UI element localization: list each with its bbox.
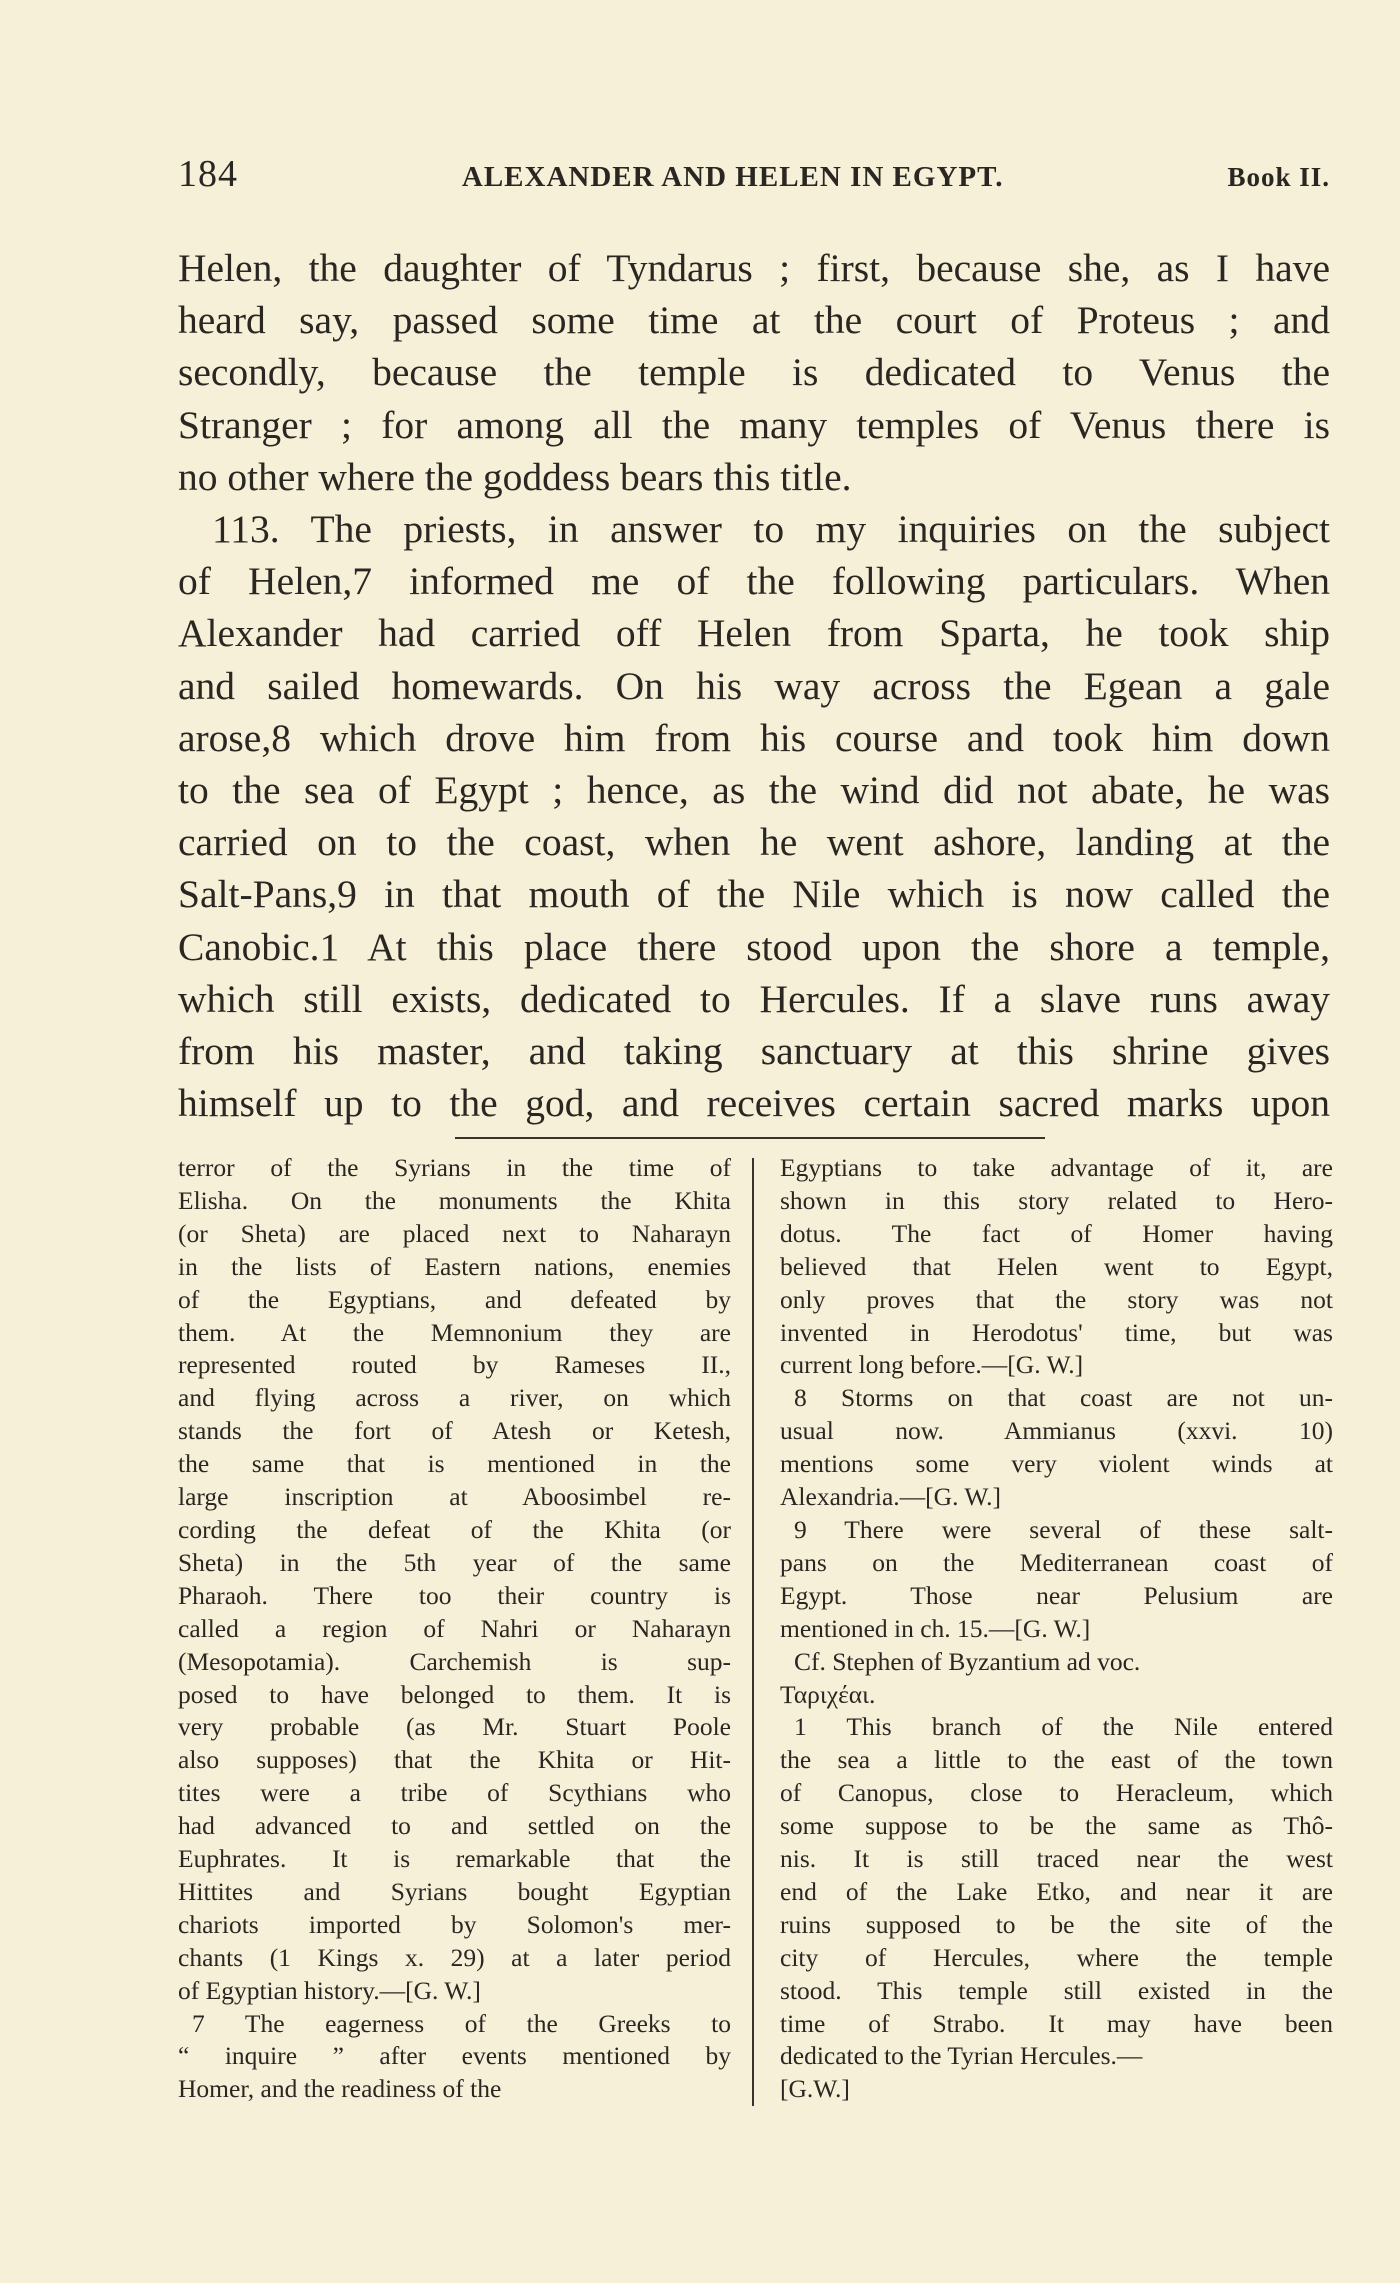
text-line: Canobic.1 At this place there stood upon the shore a temple, [178, 924, 1330, 969]
footnote-line: Homer, and the readiness of the [178, 2074, 502, 2104]
footnote-line: (Mesopotamia). Carchemish is sup- [178, 1646, 731, 1676]
footnote-line: Cf. Stephen of Byzantium ad voc. [794, 1646, 1141, 1676]
footnote-line: stands the fort of Atesh or Ketesh, [178, 1416, 731, 1446]
footnote-line: Egypt. Those near Pelusium are [780, 1580, 1333, 1610]
footnote-line: very probable (as Mr. Stuart Poole [178, 1712, 731, 1742]
footnote-line: [G.W.] [780, 2074, 850, 2104]
text-line: Alexander had carried off Helen from Sparta, he took ship [178, 611, 1330, 656]
book-label: Book II. [1227, 162, 1330, 192]
footnote-line: dedicated to the Tyrian Hercules.— [780, 2041, 1143, 2071]
footnote-line: tites were a tribe of Scythians who [178, 1778, 731, 1808]
text-line: and sailed homewards. On his way across the Egean a gale [178, 663, 1330, 708]
footnote-line: city of Hercules, where the temple [780, 1942, 1333, 1972]
footnote-line: believed that Helen went to Egypt, [780, 1251, 1333, 1281]
text-line: heard say, passed some time at the court of Proteus ; and [178, 298, 1330, 343]
footnote-line: also supposes) that the Khita or Hit- [178, 1745, 731, 1775]
text-line: which still exists, dedicated to Hercules. If a slave runs away [178, 976, 1330, 1021]
footnote-line: 9 There were several of these salt- [794, 1514, 1333, 1544]
footnote-line: in the lists of Eastern nations, enemies [178, 1251, 731, 1281]
footnote-line: of Egyptian history.—[G. W.] [178, 1975, 481, 2005]
footnote-line: 1 This branch of the Nile entered [794, 1712, 1333, 1742]
text-line: Salt-Pans,9 in that mouth of the Nile which is now called the [178, 872, 1330, 917]
footnote-line: of Canopus, close to Heracleum, which [780, 1778, 1333, 1808]
footnote-line: and flying across a river, on which [178, 1383, 731, 1413]
running-head [178, 152, 1330, 202]
footnote-line: mentions some very violent winds at [780, 1449, 1333, 1479]
footnote-line: 7 The eagerness of the Greeks to [192, 2008, 731, 2038]
footnote-line: mentioned in ch. 15.—[G. W.] [780, 1613, 1091, 1643]
text-line: to the sea of Egypt ; hence, as the wind did not abate, he was [178, 768, 1330, 813]
text-line: from his master, and taking sanctuary at this shrine gives [178, 1029, 1330, 1074]
footnote-line: represented routed by Rameses II., [178, 1350, 731, 1380]
footnote-line: Pharaoh. There too their country is [178, 1580, 731, 1610]
footnote-line: chariots imported by Solomon's mer- [178, 1909, 731, 1939]
text-line: of Helen,7 informed me of the following particulars. When [178, 559, 1330, 604]
footnote-line: 8 Storms on that coast are not un- [794, 1383, 1333, 1413]
footnote-line: called a region of Nahri or Naharayn [178, 1613, 731, 1643]
footnote-line: Sheta) in the 5th year of the same [178, 1547, 731, 1577]
footnote-line: (or Sheta) are placed next to Naharayn [178, 1218, 731, 1248]
footnote-line: the same that is mentioned in the [178, 1449, 731, 1479]
footnote-line: the sea a little to the east of the town [780, 1745, 1333, 1775]
footnote-line: terror of the Syrians in the time of [178, 1153, 731, 1182]
text-line: Helen, the daughter of Tyndarus ; first, because she, as I have [178, 246, 1330, 290]
footnote-line: posed to have belonged to them. It is [178, 1679, 731, 1709]
footnote-line: Elisha. On the monuments the Khita [178, 1185, 731, 1215]
footnote-column-divider [752, 1158, 754, 2106]
running-title: ALEXANDER AND HELEN IN EGYPT. [461, 161, 1004, 193]
footnote-line: cording the defeat of the Khita (or [178, 1514, 731, 1544]
text-line: carried on to the coast, when he went ashore, landing at the [178, 820, 1330, 865]
footnote-line: current long before.—[G. W.] [780, 1350, 1084, 1380]
footnote-line: shown in this story related to Hero- [780, 1185, 1333, 1215]
footnote-line: them. At the Memnonium they are [178, 1317, 731, 1347]
footnote-line: “ inquire ” after events mentioned by [178, 2041, 731, 2071]
paragraph-113 [178, 503, 1330, 1129]
footnote-line: had advanced to and settled on the [178, 1811, 731, 1841]
footnote-line: dotus. The fact of Homer having [780, 1218, 1333, 1248]
footnote-line: of the Egyptians, and defeated by [178, 1284, 731, 1314]
text-line: no other where the goddess bears this title. [178, 454, 852, 499]
footnote-line: stood. This temple still existed in the [780, 1975, 1333, 2005]
paragraph [178, 242, 1330, 503]
footnote-line: Alexandria.—[G. W.] [780, 1482, 1001, 1512]
text-line: Stranger ; for among all the many temples of Venus there is [178, 402, 1330, 447]
footnote-line: only proves that the story was not [780, 1284, 1333, 1314]
main-text [178, 242, 1330, 1129]
footnote-line: invented in Herodotus' time, but was [780, 1317, 1333, 1347]
page-number: 184 [178, 153, 238, 195]
footnote-line: pans on the Mediterranean coast of [780, 1547, 1333, 1577]
text-line: 113. The priests, in answer to my inquiries on the subject [212, 507, 1330, 552]
footnote-line: ruins supposed to be the site of the [780, 1909, 1333, 1939]
footnote-line: Hittites and Syrians bought Egyptian [178, 1876, 731, 1906]
footnote-line: chants (1 Kings x. 29) at a later period [178, 1942, 731, 1972]
footnote-separator-rule [455, 1137, 1045, 1139]
footnotes-left-column [178, 1152, 731, 2106]
footnote-line: Egyptians to take advantage of it, are [780, 1153, 1333, 1182]
footnote-line: time of Strabo. It may have been [780, 2008, 1333, 2038]
footnote-line: nis. It is still traced near the west [780, 1844, 1333, 1874]
text-line: secondly, because the temple is dedicated to Venus the [178, 350, 1330, 395]
footnote-line: large inscription at Aboosimbel re- [178, 1482, 731, 1512]
text-line: arose,8 which drove him from his course and took him down [178, 715, 1330, 760]
footnote-line: end of the Lake Etko, and near it are [780, 1876, 1333, 1906]
text-line: himself up to the god, and receives certain sacred marks upon [178, 1081, 1330, 1126]
footnote-line: Euphrates. It is remarkable that the [178, 1844, 731, 1874]
footnote-line: Ταριχέαι. [780, 1679, 876, 1709]
footnotes-right-column [780, 1152, 1333, 2106]
footnote-line: usual now. Ammianus (xxvi. 10) [780, 1416, 1333, 1446]
footnote-line: some suppose to be the same as Thô- [780, 1811, 1333, 1841]
